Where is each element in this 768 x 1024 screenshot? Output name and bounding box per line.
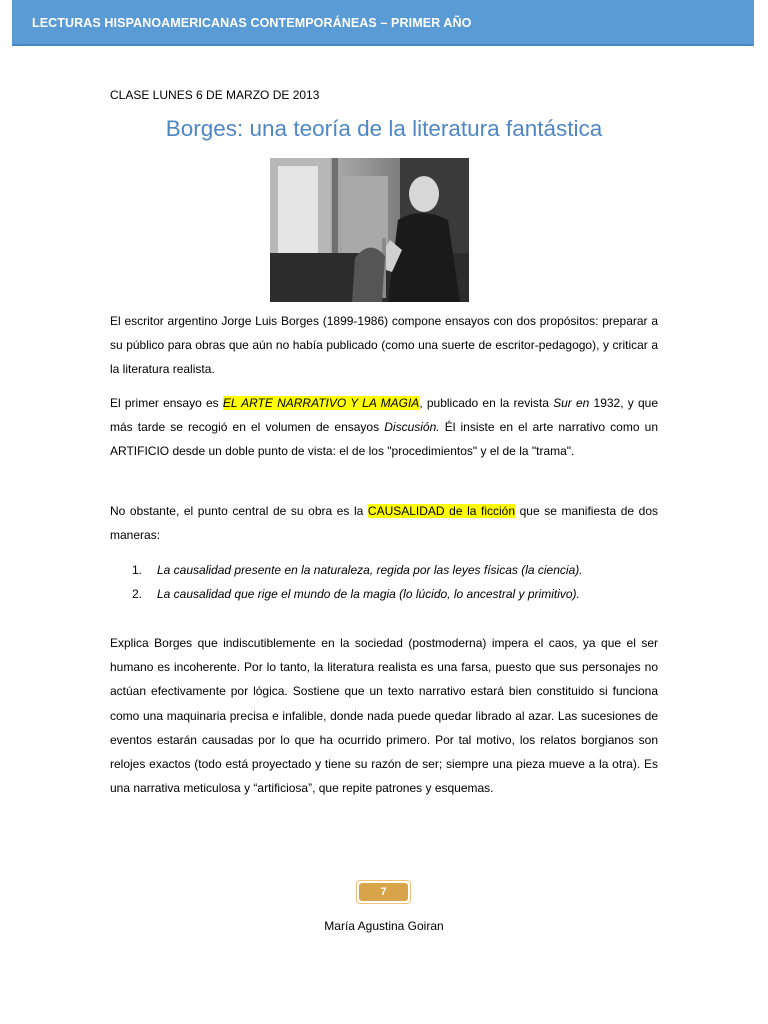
page-number: 7 bbox=[359, 883, 408, 901]
causality-list bbox=[132, 558, 583, 606]
borges-photo bbox=[270, 158, 469, 302]
header-title: LECTURAS HISPANOAMERICANAS CONTEMPORÁNEAS – PRIMER AÑO bbox=[32, 16, 472, 30]
page-number-badge bbox=[356, 880, 411, 904]
list-item: 1. La causalidad presente en la naturaleza, regida por las leyes físicas (la ciencia). bbox=[132, 563, 583, 577]
paragraph-first-essay: El primer ensayo es EL ARTE NARRATIVO Y LA MAGIA, publicado en la revista Sur en 1932, y que más tarde se recogió en el volumen de ensayos Discusión. Él insiste en el arte narrativo como un ARTIFICIO desde un doble punto de vista: el de los "procedimientos" y el de la "trama". bbox=[110, 396, 658, 459]
footer-author: María Agustina Goiran bbox=[324, 919, 444, 933]
header-bar bbox=[12, 0, 754, 46]
highlight-arte-narrativo: EL ARTE NARRATIVO Y LA MAGIA bbox=[222, 396, 420, 410]
class-date: CLASE LUNES 6 DE MARZO DE 2013 bbox=[110, 88, 320, 102]
list-item: 2. La causalidad que rige el mundo de la magia (lo lúcido, lo ancestral y primitivo). bbox=[132, 587, 580, 601]
paragraph-intro: El escritor argentino Jorge Luis Borges (1899-1986) compone ensayos con dos propósitos: preparar a su público para obras que aún no había publicado (como una suerte de escritor-pedagogo), y criticar a la literatura realista. bbox=[110, 314, 658, 377]
page-title: Borges: una teoría de la literatura fantástica bbox=[165, 116, 603, 141]
paragraph-explanation: Explica Borges que indiscutiblemente en la sociedad (postmoderna) impera el caos, ya que el ser humano es incoherente. Por lo tanto, la literatura realista es una farsa, puesto que sus personajes no actúan efectivamente por lógica. Sostiene que un texto narrativo estará bien constituido si funciona como una maquinaria precisa e infalible, donde nada puede quedar librado al azar. Las sucesiones de eventos estarán causadas por lo que ha ocurrido primero. Por tal motivo, los relatos borgianos son relojes exactos (todo está proyectado y tiene su razón de ser; siempre una pieza mueve a la otra). Es una narrativa meticulosa y “artificiosa”, que repite patrones y esquemas. bbox=[110, 636, 658, 796]
paragraph-causality: No obstante, el punto central de su obra es la CAUSALIDAD de la ficción que se manifiesta de dos maneras: bbox=[110, 504, 658, 543]
highlight-causalidad: CAUSALIDAD de la ficción bbox=[367, 504, 516, 518]
